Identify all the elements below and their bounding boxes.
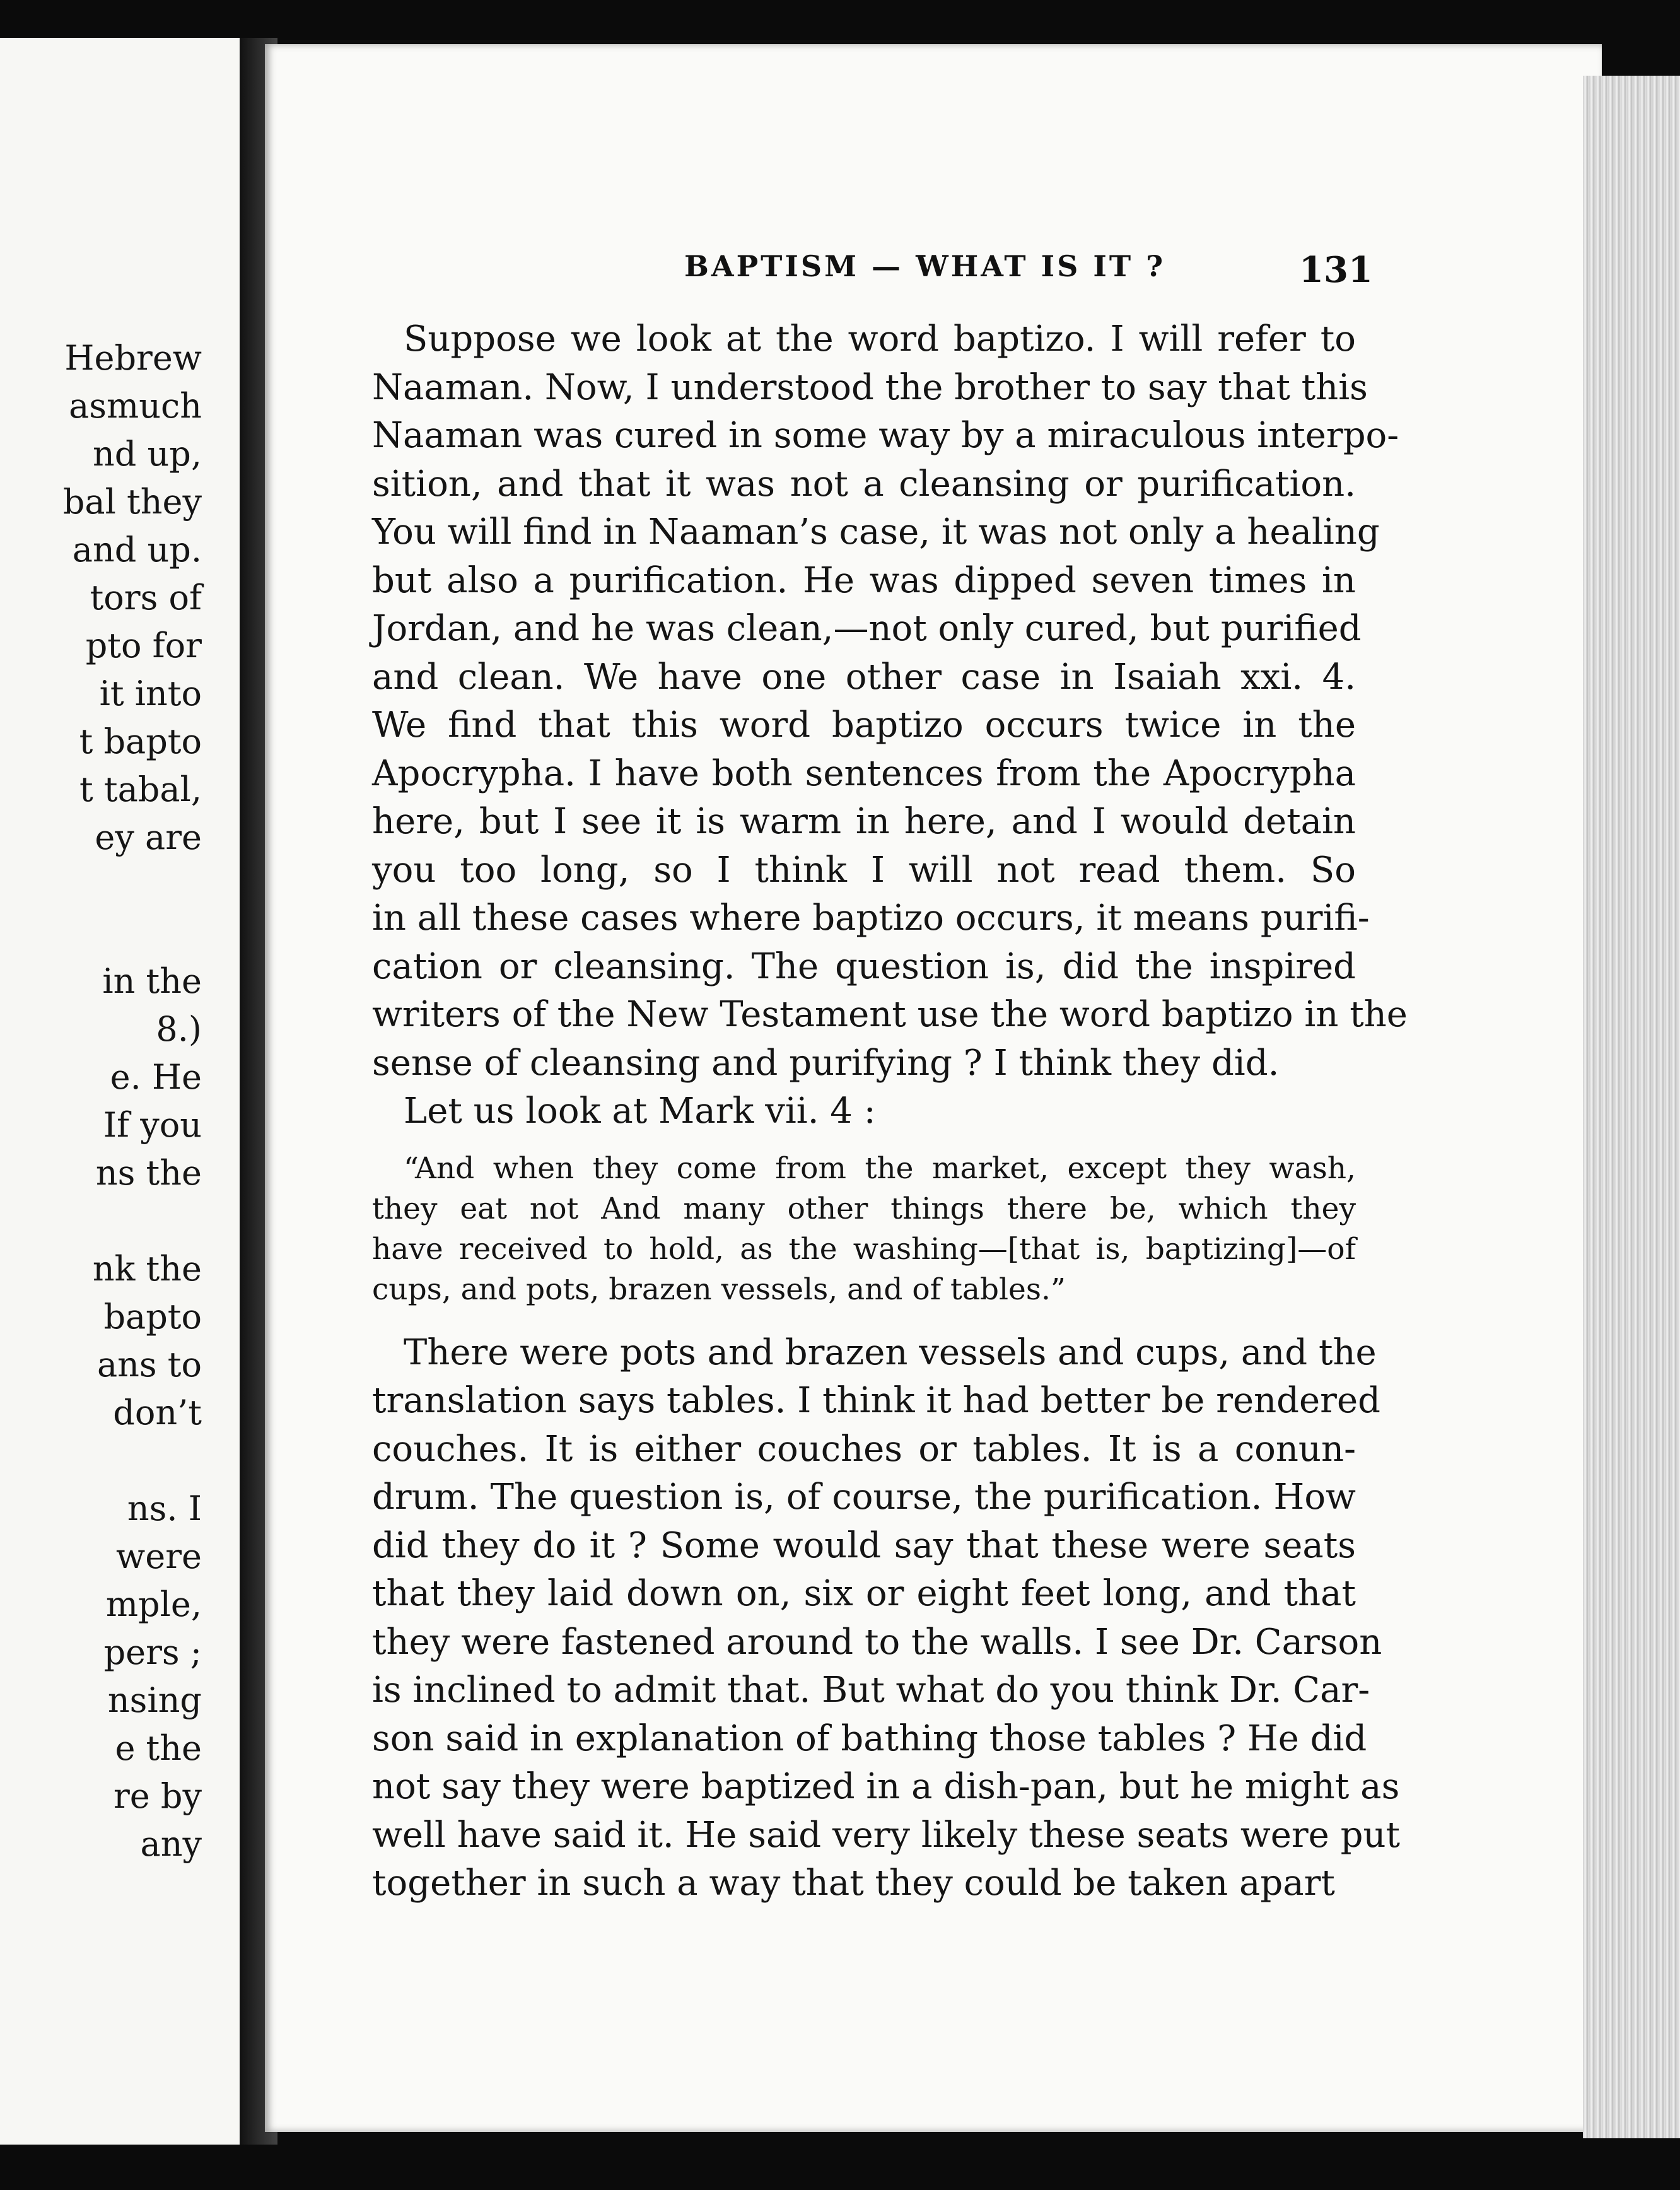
- text-line: translation says tables. I think it had better be rendered: [372, 1380, 1380, 1421]
- text-line: here, but I see it is warm in here, and I would detain: [372, 801, 1356, 842]
- fragment-line: mple,: [105, 1584, 202, 1624]
- text-line: together in such a way that they could be taken apart: [372, 1863, 1335, 1904]
- text-line: is inclined to admit that. But what do you think Dr. Car-: [372, 1670, 1370, 1711]
- text-line: in all these cases where baptizo occurs, it means purifi-: [372, 898, 1370, 939]
- previous-page-fragment: [0, 38, 243, 2145]
- text-line: but also a purification. He was dipped seven times in: [372, 559, 1356, 601]
- fragment-line: tors of: [90, 578, 202, 618]
- text-line: couches. It is either couches or tables. It is a conun-: [372, 1428, 1356, 1470]
- text-line: son said in explanation of bathing those tables ? He did: [372, 1718, 1367, 1759]
- fragment-line: it into: [99, 674, 202, 713]
- paragraph-1: [372, 315, 1408, 1087]
- text-line: did they do it ? Some would say that these were seats: [372, 1525, 1356, 1566]
- fragment-line: re by: [113, 1776, 202, 1816]
- paragraph-3: [372, 1329, 1401, 1908]
- fragment-line: ey are: [95, 817, 202, 857]
- text-line: Apocrypha. I have both sentences from the Apocrypha: [372, 752, 1356, 794]
- paragraph-2: Let us look at Mark vii. 4 :: [404, 1091, 876, 1132]
- page-edges: [1583, 76, 1680, 2138]
- quote-line: cups, and pots, brazen vessels, and of tables.”: [372, 1272, 1066, 1307]
- fragment-line: any: [140, 1824, 202, 1864]
- fragment-line: in the: [102, 961, 202, 1001]
- text-line: You will find in Naaman’s case, it was not only a healing: [372, 512, 1380, 553]
- fragment-line: ans to: [96, 1345, 202, 1385]
- running-head: BAPTISM — WHAT IS IT ?: [684, 249, 1166, 283]
- quote-line: “And when they come from the market, except they wash,: [404, 1151, 1356, 1186]
- page-text: [372, 315, 1408, 1908]
- text-line: and clean. We have one other case in Isaiah xxi. 4.: [372, 656, 1356, 698]
- fragment-line: bapto: [103, 1297, 202, 1337]
- text-line: Naaman. Now, I understood the brother to say that this: [372, 366, 1368, 408]
- text-line: that they laid down on, six or eight feet long, and that: [372, 1573, 1356, 1614]
- quote-line: have received to hold, as the washing—[that is, baptizing]—of: [372, 1231, 1356, 1267]
- fragment-line: ns. I: [127, 1489, 202, 1528]
- fragment-line: ns the: [95, 1153, 202, 1193]
- block-quote: [372, 1149, 1356, 1310]
- text-line: There were pots and brazen vessels and cups, and the: [404, 1332, 1377, 1373]
- fragment-line: bal they: [62, 482, 202, 522]
- text-line: sense of cleansing and purifying ? I think they did.: [372, 1042, 1280, 1084]
- fragment-line: e. He: [110, 1057, 202, 1097]
- page-number: 131: [1299, 249, 1373, 291]
- fragment-line: e the: [115, 1728, 202, 1768]
- text-line: drum. The question is, of course, the purification. How: [372, 1477, 1356, 1518]
- text-line: Suppose we look at the word baptizo. I will refer to: [404, 319, 1356, 360]
- text-line: Naaman was cured in some way by a miraculous interpo-: [372, 415, 1399, 456]
- text-line: you too long, so I think I will not read them. So: [372, 849, 1356, 891]
- fragment-line: nd up,: [92, 434, 202, 474]
- fragment-line: t tabal,: [79, 770, 202, 809]
- quote-line: they eat not And many other things there be, which they: [372, 1191, 1356, 1226]
- fragment-line: and up.: [72, 530, 202, 570]
- fragment-line: If you: [103, 1105, 202, 1145]
- text-line: they were fastened around to the walls. I see Dr. Carson: [372, 1621, 1382, 1663]
- fragment-line: nsing: [107, 1680, 202, 1720]
- fragment-line: t bapto: [79, 722, 202, 761]
- fragment-line: Hebrew: [64, 338, 202, 378]
- text-line: Jordan, and he was clean,—not only cured, but purified: [372, 608, 1362, 649]
- fragment-line: don’t: [113, 1393, 202, 1432]
- text-line: well have said it. He said very likely these seats were put: [372, 1814, 1401, 1856]
- fragment-line: pto for: [85, 626, 202, 665]
- text-line: writers of the New Testament use the word baptizo in the: [372, 994, 1408, 1035]
- text-line: not say they were baptized in a dish-pan, but he might as: [372, 1766, 1400, 1807]
- text-line: We find that this word baptizo occurs twice in the: [372, 705, 1356, 746]
- text-line: sition, and that it was not a cleansing or purification.: [372, 463, 1356, 505]
- fragment-line: asmuch: [69, 386, 202, 426]
- fragment-line: were: [116, 1537, 202, 1576]
- text-line: cation or cleansing. The question is, did the inspired: [372, 946, 1356, 987]
- fragment-line: nk the: [92, 1249, 202, 1289]
- fragment-line: pers ;: [103, 1632, 202, 1672]
- fragment-line: 8.): [156, 1009, 202, 1049]
